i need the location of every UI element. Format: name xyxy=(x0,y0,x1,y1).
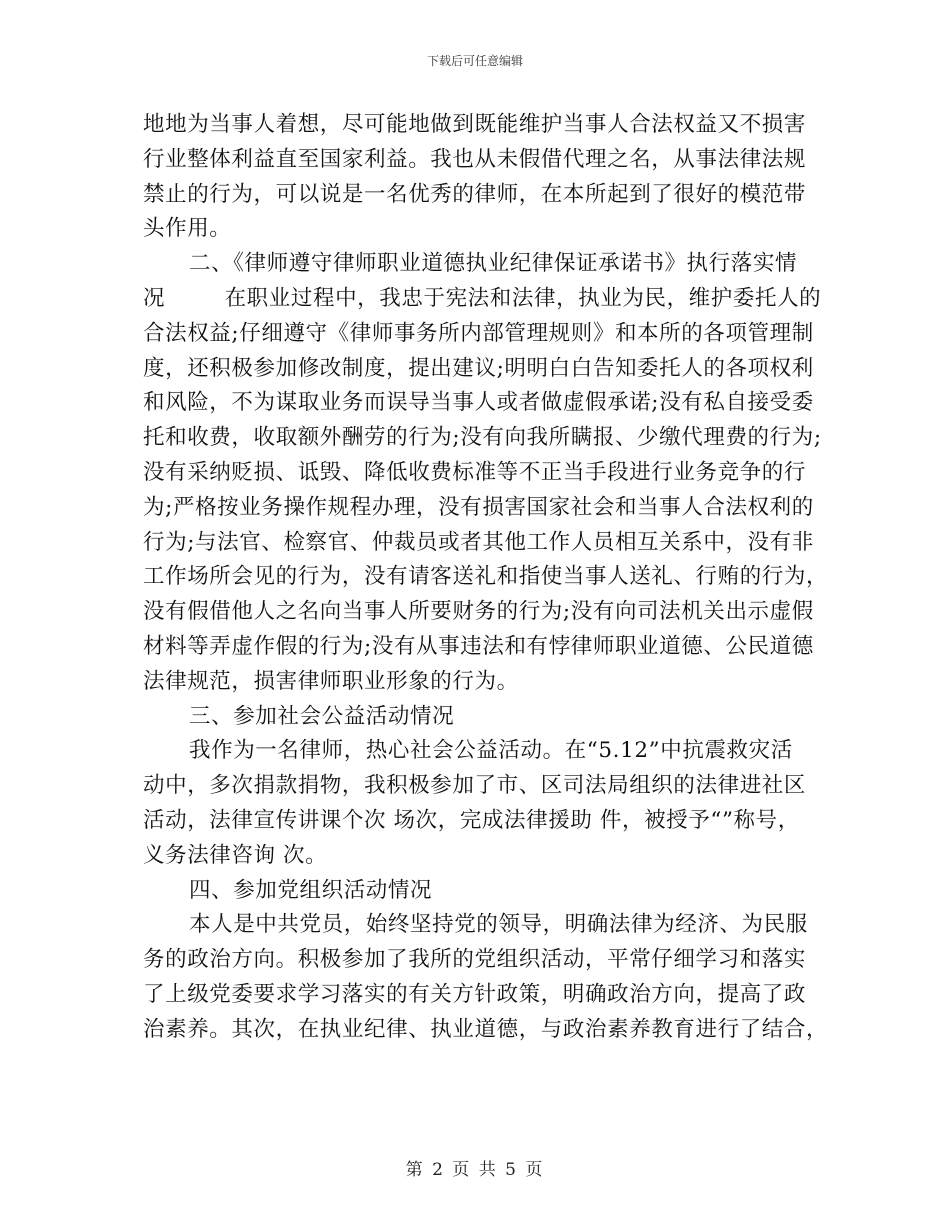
text-line: 和风险，不为谋取业务而误导当事人或者做虚假承诺;没有私自接受委 xyxy=(143,390,814,416)
section-heading-4: 四、参加党组织活动情况 xyxy=(189,877,433,903)
text-line: 头作用。 xyxy=(143,216,232,242)
text-line: 行业整体利益直至国家利益。我也从未假借代理之名，从事法律法规 xyxy=(143,146,807,172)
text-line: 务的政治方向。积极参加了我所的党组织活动，平常仔细学习和落实 xyxy=(143,947,807,973)
text-line: 况 在职业过程中，我忠于宪法和法律，执业为民，维护委托人的 xyxy=(143,285,822,311)
text-line: 为;严格按业务操作规程办理，没有损害国家社会和当事人合法权利的 xyxy=(143,494,814,520)
section-heading-2: 二、《律师遵守律师职业道德执业纪律保证承诺书》执行落实情 xyxy=(189,251,798,277)
text-line: 工作场所会见的行为，没有请客送礼和指使当事人送礼、行贿的行为， xyxy=(143,564,829,590)
document-body xyxy=(143,108,829,1048)
text-line: 合法权益;仔细遵守《律师事务所内部管理规则》和本所的各项管理制 xyxy=(143,320,814,346)
page-header: 下载后可任意编辑 xyxy=(426,54,523,68)
text-line: 度，还积极参加修改制度，提出建议;明明白白告知委托人的各项权利 xyxy=(143,355,814,381)
text-line: 义务法律咨询 次。 xyxy=(143,842,328,868)
text-line: 法律规范，损害律师职业形象的行为。 xyxy=(143,668,519,694)
text-line: 地地为当事人着想，尽可能地做到既能维护当事人合法权益又不损害 xyxy=(143,112,807,137)
text-line: 材料等弄虚作假的行为;没有从事违法和有悖律师职业道德、公民道德 xyxy=(143,633,814,659)
text-line: 本人是中共党员，始终坚持党的领导，明确法律为经济、为民服 xyxy=(189,912,808,938)
text-line: 我作为一名律师，热心社会公益活动。在“5.12”中抗震救灾活 xyxy=(189,738,793,764)
section-heading-3: 三、参加社会公益活动情况 xyxy=(189,703,455,729)
text-line: 行为;与法官、检察官、仲裁员或者其他工作人员相互关系中，没有非 xyxy=(143,529,814,555)
page-footer: 第 2 页 共 5 页 xyxy=(405,1160,545,1180)
text-line: 没有采纳贬损、诋毁、降低收费标准等不正当手段进行业务竞争的行 xyxy=(143,459,807,485)
text-line: 治素养。其次，在执业纪律、执业道德，与政治素养教育进行了结合， xyxy=(143,1016,829,1042)
text-line: 活动，法律宣传讲课个次 场次，完成法律援助 件，被授予“”称号， xyxy=(143,807,800,833)
text-line: 托和收费，收取额外酬劳的行为;没有向我所瞒报、少缴代理费的行为; xyxy=(143,425,822,451)
text-line: 动中，多次捐款捐物，我积极参加了市、区司法局组织的法律进社区 xyxy=(143,773,807,799)
text-line: 禁止的行为，可以说是一名优秀的律师，在本所起到了很好的模范带 xyxy=(143,181,807,207)
text-line: 了上级党委要求学习落实的有关方针政策，明确政治方向，提高了政 xyxy=(143,981,807,1007)
text-line: 没有假借他人之名向当事人所要财务的行为;没有向司法机关出示虚假 xyxy=(143,599,814,625)
